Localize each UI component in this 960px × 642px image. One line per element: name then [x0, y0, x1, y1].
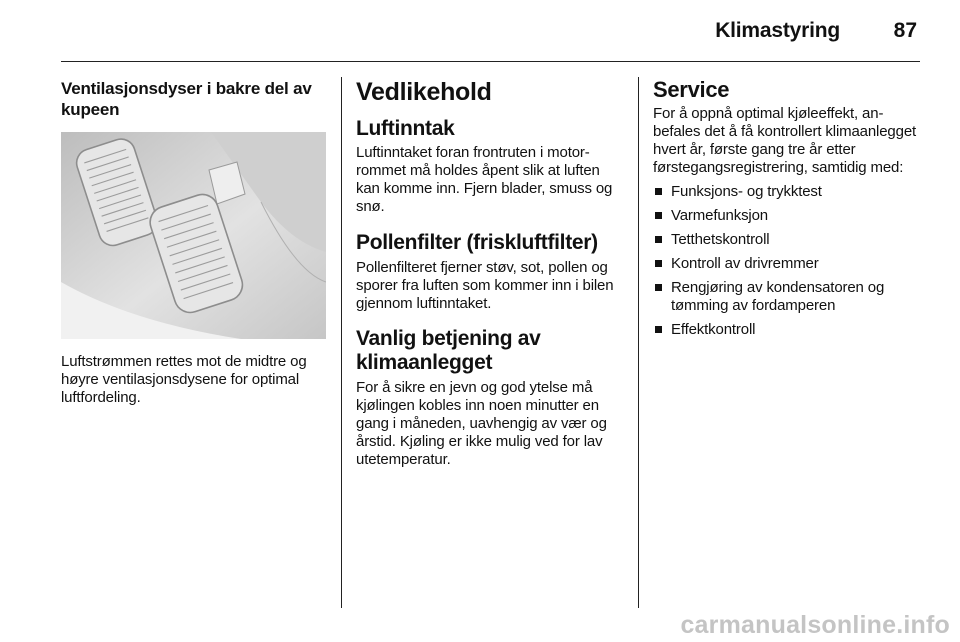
bullet-square-icon — [655, 326, 662, 333]
rear-vents-illustration — [61, 132, 326, 339]
column-middle — [356, 78, 626, 469]
text-pollen-filter: Pollenfilteret fjerner støv, sot, pollen og sporer fra luften som kommer inn i bilen gjennom luftinntaket. — [356, 259, 614, 312]
heading-service: Service — [653, 77, 730, 102]
column-right — [653, 78, 923, 339]
bullet-square-icon — [655, 188, 662, 195]
watermark: carmanualsonline.info — [680, 611, 950, 639]
text-regular-operation: For å sikre en jevn og god ytelse må kjølingen kobles inn noen minutter en gang i måneden, uavhengig av vær og årstid. Kjøling er ikke mulig ved for lav utetemperatur. — [356, 379, 607, 468]
heading-regular-operation: Vanlig betjening av klimaanlegget — [356, 327, 541, 374]
text-service-intro: For å oppnå optimal kjøleeffekt, anbefales det å få kontrollert klimaanlegget hvert år, første gang tre år etter førstegangsregistrering, samtidig med: — [653, 105, 917, 176]
list-item: Rengjøring av kondensatoren og tømming av fordamperen — [653, 279, 923, 315]
bullet-square-icon — [655, 236, 662, 243]
header-divider — [61, 61, 920, 62]
list-item: Kontroll av drivremmer — [653, 255, 923, 273]
bullet-square-icon — [655, 284, 662, 291]
heading-air-intake: Luftinntak — [356, 117, 455, 140]
page-number: 87 — [893, 19, 917, 42]
column-left — [61, 78, 331, 407]
bullet-square-icon — [655, 260, 662, 267]
heading-maintenance: Vedlikehold — [356, 78, 492, 106]
column-divider-2 — [638, 77, 639, 608]
bullet-square-icon — [655, 212, 662, 219]
text-air-intake: Luftinntaket foran frontruten i motorrommet må holdes åpent slik at luften kan komme inn. Fjern blader, smuss og snø. — [356, 144, 613, 215]
list-item: Effektkontroll — [653, 321, 923, 339]
column-divider-1 — [341, 77, 342, 608]
service-checklist — [653, 183, 923, 339]
page-header-title: Klimastyring — [715, 19, 840, 42]
list-item: Tetthetskontroll — [653, 231, 923, 249]
list-item: Varmefunksjon — [653, 207, 923, 225]
heading-pollen-filter: Pollenfilter (friskluftfilter) — [356, 231, 598, 254]
rear-vents-caption: Luftstrømmen rettes mot de midtre og høyre ventilasjonsdysene for optimal luftfordeling. — [61, 353, 307, 406]
section-heading-rear-vents: Ventilasjonsdyser i bakre del av kupeen — [61, 79, 312, 119]
list-item: Funksjons- og trykktest — [653, 183, 923, 201]
